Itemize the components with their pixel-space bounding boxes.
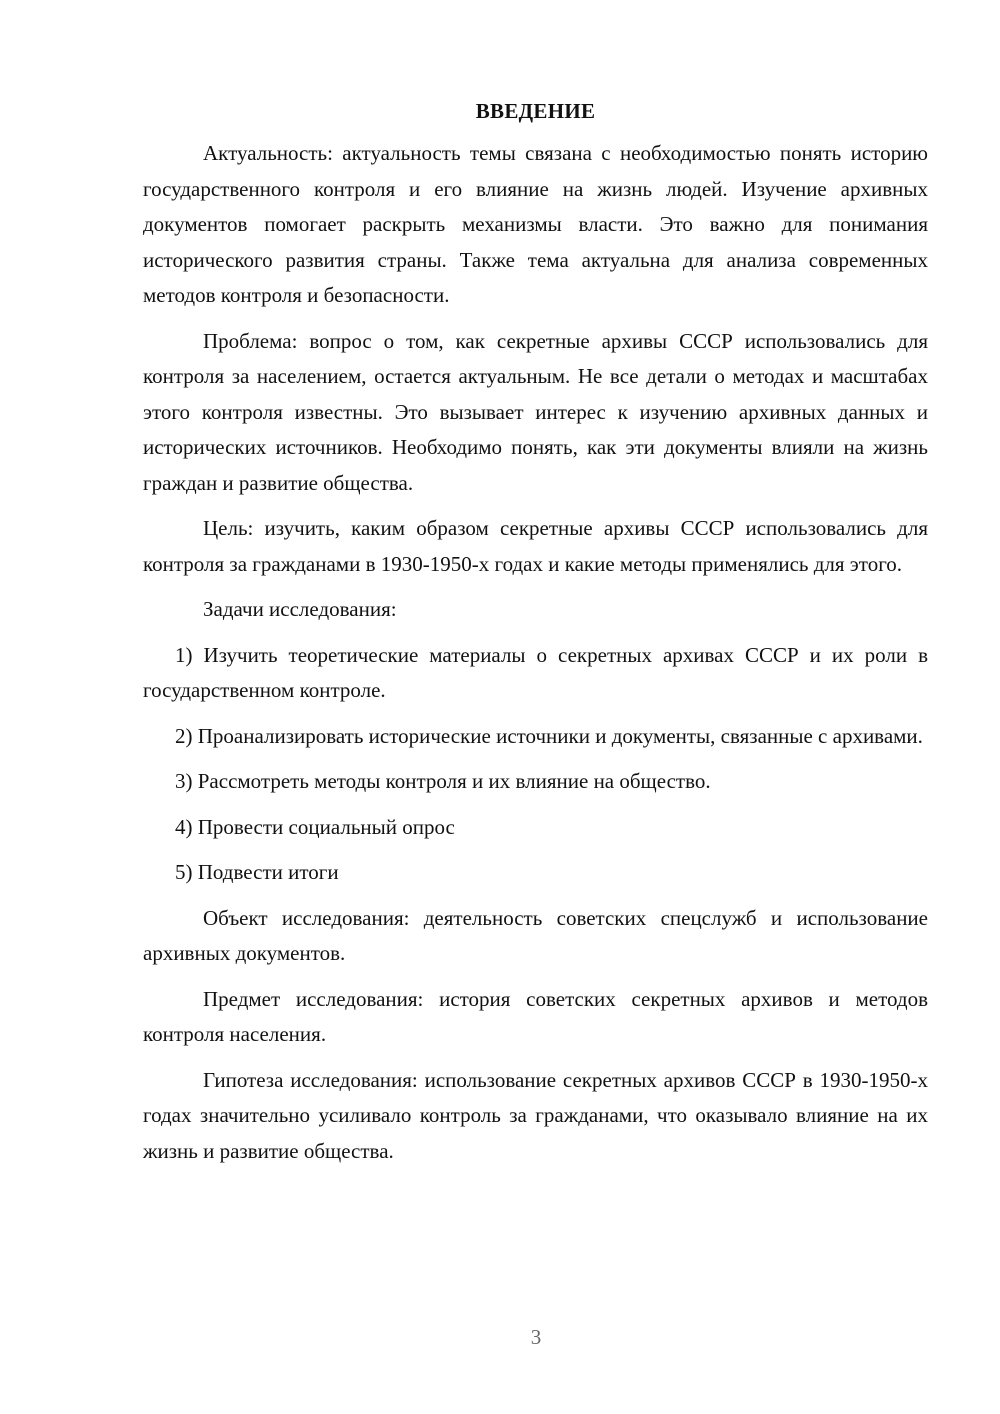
paragraph-hypothesis: Гипотеза исследования: использование секретных архивов СССР в 1930-1950-х годах значительно усиливало контроль за гражданами, что оказывало влияние на их жизнь и развитие общества. (143, 1067, 928, 1163)
task-list-item-1: 1) Изучить теоретические материалы о секретных архивах СССР и их роли в государственном контроле. (143, 642, 928, 702)
task-list-item-4: 4) Провести социальный опрос (175, 814, 455, 839)
paragraph-problem: Проблема: вопрос о том, как секретные архивы СССР использовались для контроля за населением, остается актуальным. Не все детали о методах и масштабах этого контроля известны. Это вызывает интерес к изучению архивных данных и исторических источников. Необходимо понять, как эти документы влияли на жизнь граждан и развитие общества. (143, 328, 928, 495)
task-list-item-5: 5) Подвести итоги (175, 860, 339, 884)
task-list-item-2: 2) Проанализировать исторические источники и документы, связанные с архивами. (175, 723, 923, 748)
page-number: 3 (530, 1325, 542, 1349)
task-list-item-3: 3) Рассмотреть методы контроля и их влияние на общество. (175, 769, 711, 793)
document-page (143, 96, 928, 1179)
paragraph-subject: Предмет исследования: история советских секретных архивов и методов контроля населения. (143, 986, 928, 1046)
page-title: ВВЕДЕНИЕ (475, 99, 596, 123)
paragraph-goal: Цель: изучить, каким образом секретные архивы СССР использовались для контроля за гражданами в 1930-1950-х годах и какие методы применялись для этого. (143, 516, 928, 576)
paragraph-relevance: Актуальность: актуальность темы связана с необходимостью понять историю государственного контроля и его влияние на жизнь людей. Изучение архивных документов помогает раскрыть механизмы власти. Это важно для понимания исторического развития страны. Также тема актуальна для анализа современных методов контроля и безопасности. (143, 141, 928, 307)
paragraph-object: Объект исследования: деятельность советских спецслужб и использование архивных документов. (143, 905, 928, 965)
tasks-heading: Задачи исследования: (203, 597, 397, 621)
